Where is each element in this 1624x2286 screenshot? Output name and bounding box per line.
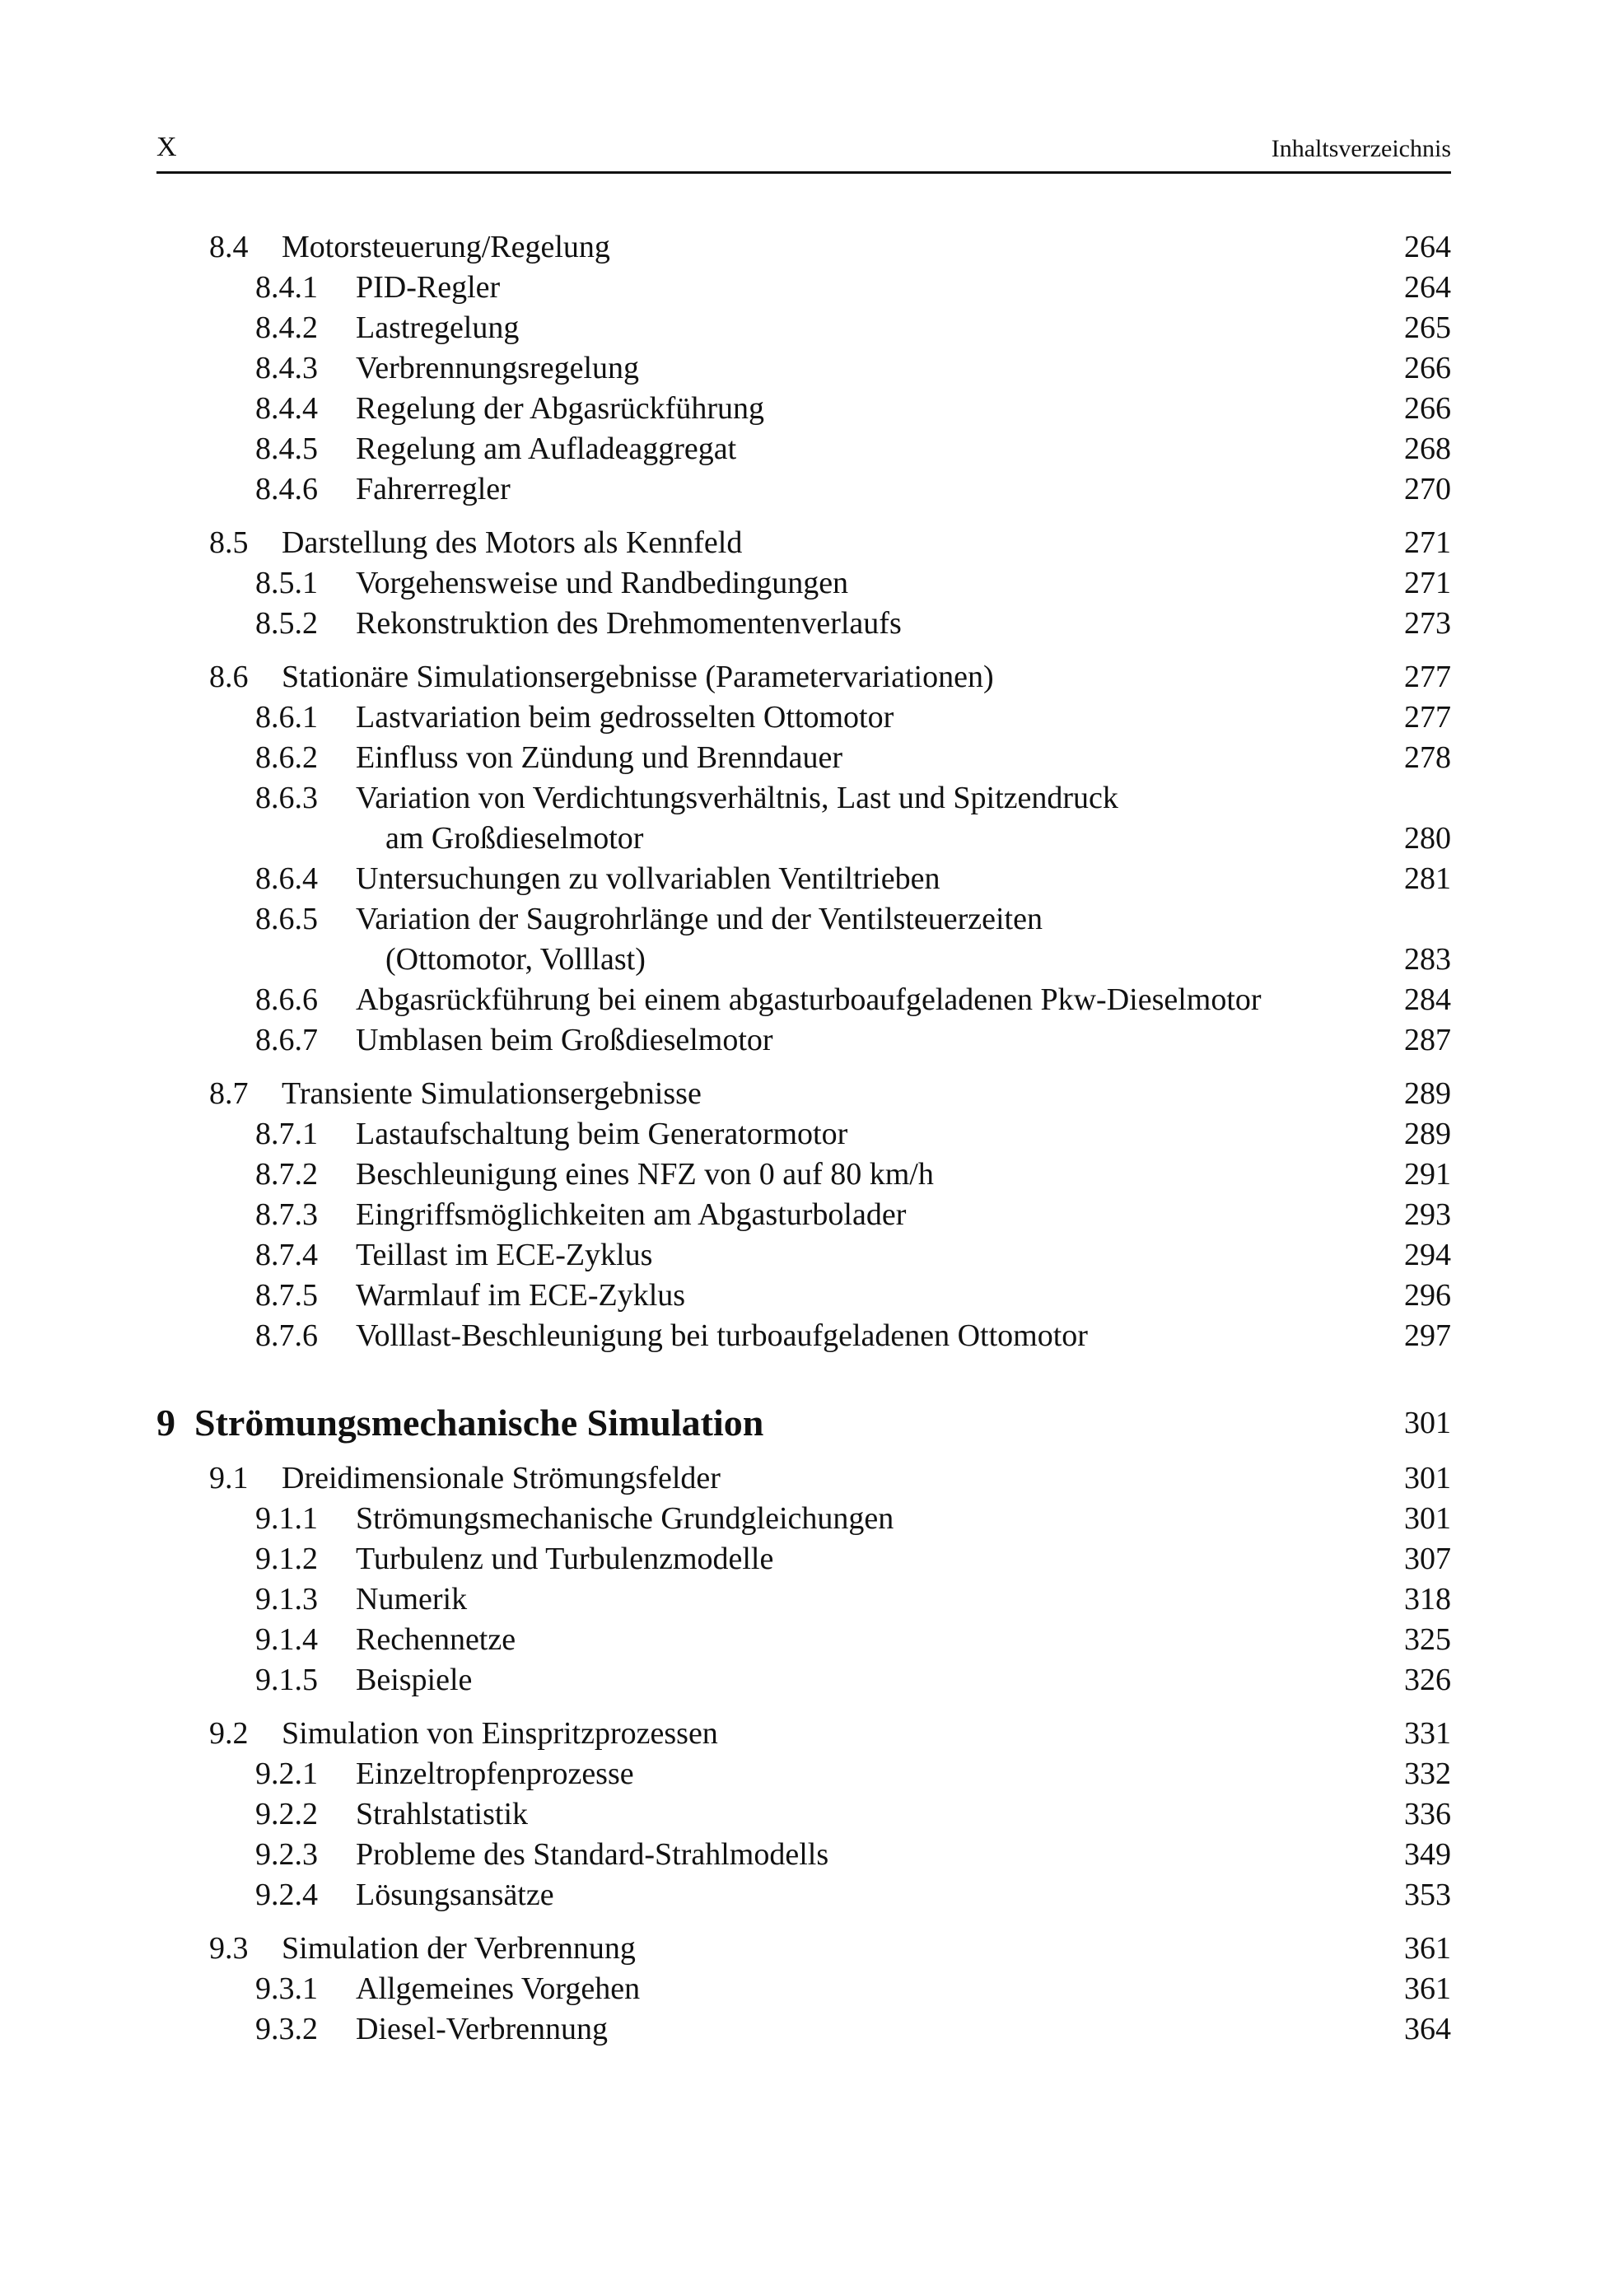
toc-entry-number: 9.1 xyxy=(209,1461,249,1495)
toc-entry-title: Strömungsmechanische Grundgleichungen xyxy=(356,1501,894,1536)
toc-entry[interactable] xyxy=(156,1875,1451,1915)
toc-entry-title: Abgasrückführung bei einem abgasturboaufgeladenen Pkw-Dieselmotor xyxy=(356,982,1262,1017)
running-title: Inhaltsverzeichnis xyxy=(1271,135,1451,162)
toc-entry[interactable] xyxy=(156,348,1451,389)
toc-entry[interactable] xyxy=(156,940,1451,980)
toc-entry-number: 8.6.3 xyxy=(255,781,318,815)
toc-entry[interactable] xyxy=(156,429,1451,469)
toc-entry-page: 301 xyxy=(1404,1461,1451,1495)
toc-entry-title: (Ottomotor, Volllast) xyxy=(385,942,646,977)
toc-entry[interactable] xyxy=(156,899,1451,940)
toc-entry-page: 268 xyxy=(1404,432,1451,466)
toc-entry-page: 266 xyxy=(1404,351,1451,385)
header-rule xyxy=(156,171,1451,174)
toc-entry-page: 361 xyxy=(1404,1931,1451,1966)
toc-entry-number: 9.2.1 xyxy=(255,1756,318,1791)
toc-entry-page: 349 xyxy=(1404,1837,1451,1872)
toc-entry-page: 336 xyxy=(1404,1797,1451,1831)
toc-entry[interactable] xyxy=(156,523,1451,563)
toc-entry-number: 9.1.1 xyxy=(255,1501,318,1536)
toc-entry-page: 287 xyxy=(1404,1023,1451,1057)
toc-entry[interactable] xyxy=(156,1794,1451,1835)
toc-entry[interactable] xyxy=(156,1074,1451,1114)
toc-entry-title: Teillast im ECE-Zyklus xyxy=(356,1238,653,1272)
toc-entry-title: Variation von Verdichtungsverhältnis, Last und Spitzendruck xyxy=(356,781,1118,815)
toc-entry-page: 332 xyxy=(1404,1756,1451,1791)
toc-entry-number: 8.6.2 xyxy=(255,740,318,775)
toc-entry[interactable] xyxy=(156,2009,1451,2050)
toc-entry-number: 8.4.2 xyxy=(255,310,318,345)
toc-entry[interactable] xyxy=(156,1458,1451,1499)
toc-entry-title: Vorgehensweise und Randbedingungen xyxy=(356,566,849,600)
toc-entry-page: 297 xyxy=(1404,1318,1451,1353)
toc-entry[interactable] xyxy=(156,1714,1451,1754)
toc-entry-page: 278 xyxy=(1404,740,1451,775)
toc-entry-number: 9.2.4 xyxy=(255,1878,318,1912)
toc-entry-title: Transiente Simulationsergebnisse xyxy=(282,1076,702,1111)
toc-entry-page: 280 xyxy=(1404,821,1451,856)
toc-entry-title: Lastaufschaltung beim Generatormotor xyxy=(356,1117,848,1151)
toc-entry-title: Simulation von Einspritzprozessen xyxy=(282,1716,718,1751)
toc-entry-page: 283 xyxy=(1404,942,1451,977)
running-header xyxy=(156,132,1451,170)
toc-entry-title: Volllast-Beschleunigung bei turboaufgeladenen Ottomotor xyxy=(356,1318,1088,1353)
toc-entry-title: PID-Regler xyxy=(356,270,501,305)
toc-entry[interactable] xyxy=(156,697,1451,738)
toc-entry-title: Turbulenz und Turbulenzmodelle xyxy=(356,1542,774,1576)
toc-entry-title: Simulation der Verbrennung xyxy=(282,1931,636,1966)
toc-entry-page: 264 xyxy=(1404,270,1451,305)
toc-entry[interactable] xyxy=(156,227,1451,268)
toc-entry-page: 364 xyxy=(1404,2012,1451,2046)
toc-entry-number: 8.4.3 xyxy=(255,351,318,385)
toc-entry-page: 301 xyxy=(1404,1406,1451,1440)
toc-entry-page: 361 xyxy=(1404,1971,1451,2006)
toc-chapter-entry[interactable] xyxy=(156,1396,1451,1450)
toc-entry-page: 277 xyxy=(1404,660,1451,694)
toc-entry-number: 8.6 xyxy=(209,660,249,694)
toc-entry-title: Lösungsansätze xyxy=(356,1878,554,1912)
page-number: X xyxy=(156,132,177,162)
toc-entry-title: Allgemeines Vorgehen xyxy=(356,1971,641,2006)
toc-entry-title: Motorsteuerung/Regelung xyxy=(282,230,610,264)
toc-entry-page: 270 xyxy=(1404,472,1451,506)
toc-entry[interactable] xyxy=(156,1539,1451,1579)
toc-entry-title: Beispiele xyxy=(356,1663,473,1697)
toc-entry[interactable] xyxy=(156,1969,1451,2009)
toc-entry-number: 8.4.4 xyxy=(255,391,318,426)
toc-entry-title: Lastregelung xyxy=(356,310,520,345)
toc-entry-title: Untersuchungen zu vollvariablen Ventiltrieben xyxy=(356,861,940,896)
toc-entry-number: 8.6.7 xyxy=(255,1023,318,1057)
toc-entry-title: Eingriffsmöglichkeiten am Abgasturbolader xyxy=(356,1197,907,1232)
toc-entry-title: Lastvariation beim gedrosselten Ottomotor xyxy=(356,700,894,735)
toc-entry-page: 293 xyxy=(1404,1197,1451,1232)
toc-entry-title: Stationäre Simulationsergebnisse (Parametervariationen) xyxy=(282,660,994,694)
toc-entry-title: Regelung der Abgasrückführung xyxy=(356,391,764,426)
toc-entry-number: 8.5 xyxy=(209,525,249,560)
toc-entry-page: 325 xyxy=(1404,1622,1451,1657)
toc-entry-number: 9.2.3 xyxy=(255,1837,318,1872)
toc-entry-number: 8.6.1 xyxy=(255,700,318,735)
toc-entry-page: 291 xyxy=(1404,1157,1451,1192)
toc-entry[interactable] xyxy=(156,469,1451,510)
toc-entry-number: 9 xyxy=(156,1402,175,1444)
toc-entry[interactable] xyxy=(156,308,1451,348)
toc-entry-number: 8.6.5 xyxy=(255,902,318,936)
toc-entry-page: 281 xyxy=(1404,861,1451,896)
toc-entry[interactable] xyxy=(156,1835,1451,1875)
toc-entry[interactable] xyxy=(156,778,1451,819)
toc-entry-title: Fahrerregler xyxy=(356,472,511,506)
toc-entry[interactable] xyxy=(156,1754,1451,1794)
toc-entry-number: 8.4.5 xyxy=(255,432,318,466)
toc-entry-number: 9.2.2 xyxy=(255,1797,318,1831)
toc-entry-page: 307 xyxy=(1404,1542,1451,1576)
toc-entry-number: 8.5.2 xyxy=(255,606,318,641)
toc-entry-number: 9.1.3 xyxy=(255,1582,318,1617)
toc-entry-title: Probleme des Standard-Strahlmodells xyxy=(356,1837,829,1872)
toc-entry-number: 9.3.1 xyxy=(255,1971,318,2006)
toc-entry-page: 289 xyxy=(1404,1076,1451,1111)
toc-entry-number: 8.5.1 xyxy=(255,566,318,600)
toc-entry-title: Einzeltropfenprozesse xyxy=(356,1756,634,1791)
toc-entry-page: 331 xyxy=(1404,1716,1451,1751)
toc-entry-page: 284 xyxy=(1404,982,1451,1017)
toc-entry-title: Numerik xyxy=(356,1582,468,1617)
toc-entry-number: 8.7.2 xyxy=(255,1157,318,1192)
toc-entry-page: 264 xyxy=(1404,230,1451,264)
toc-entry[interactable] xyxy=(156,859,1451,899)
toc-entry[interactable] xyxy=(156,1235,1451,1276)
toc-entry-title: Diesel-Verbrennung xyxy=(356,2012,609,2046)
toc-entry-title: Umblasen beim Großdieselmotor xyxy=(356,1023,773,1057)
toc-entry[interactable] xyxy=(156,1316,1451,1356)
table-of-contents xyxy=(156,227,1451,2050)
toc-entry-number: 8.7.3 xyxy=(255,1197,318,1232)
toc-entry-number: 9.1.2 xyxy=(255,1542,318,1576)
toc-entry-page: 296 xyxy=(1404,1278,1451,1313)
toc-entry-page: 265 xyxy=(1404,310,1451,345)
toc-entry[interactable] xyxy=(156,389,1451,429)
toc-entry-number: 8.7.1 xyxy=(255,1117,318,1151)
toc-entry-number: 8.7 xyxy=(209,1076,249,1111)
toc-entry-title: Variation der Saugrohrlänge und der Ventilsteuerzeiten xyxy=(356,902,1043,936)
toc-entry-title: Warmlauf im ECE-Zyklus xyxy=(356,1278,686,1313)
toc-entry-page: 353 xyxy=(1404,1878,1451,1912)
toc-entry[interactable] xyxy=(156,563,1451,604)
toc-entry[interactable] xyxy=(156,1579,1451,1620)
toc-entry-number: 8.4.1 xyxy=(255,270,318,305)
toc-entry-page: 273 xyxy=(1404,606,1451,641)
toc-entry-title: Einfluss von Zündung und Brenndauer xyxy=(356,740,843,775)
toc-entry-page: 271 xyxy=(1404,525,1451,560)
toc-entry-number: 8.4 xyxy=(209,230,249,264)
toc-entry-title: Dreidimensionale Strömungsfelder xyxy=(282,1461,721,1495)
toc-entry-number: 8.6.6 xyxy=(255,982,318,1017)
toc-entry-number: 8.4.6 xyxy=(255,472,318,506)
toc-entry-title: am Großdieselmotor xyxy=(385,821,644,856)
toc-entry[interactable] xyxy=(156,819,1451,859)
toc-entry-page: 271 xyxy=(1404,566,1451,600)
toc-entry-number: 8.7.4 xyxy=(255,1238,318,1272)
toc-entry-title: Rechennetze xyxy=(356,1622,516,1657)
toc-entry[interactable] xyxy=(156,657,1451,697)
toc-entry[interactable] xyxy=(156,738,1451,778)
toc-entry-number: 8.7.6 xyxy=(255,1318,318,1353)
toc-entry[interactable] xyxy=(156,1276,1451,1316)
toc-entry-page: 318 xyxy=(1404,1582,1451,1617)
toc-entry[interactable] xyxy=(156,1929,1451,1969)
toc-entry[interactable] xyxy=(156,1620,1451,1660)
toc-entry[interactable] xyxy=(156,1660,1451,1701)
toc-entry-title: Darstellung des Motors als Kennfeld xyxy=(282,525,743,560)
toc-entry-title: Strömungsmechanische Simulation xyxy=(194,1402,764,1444)
toc-entry[interactable] xyxy=(156,1499,1451,1539)
toc-entry-page: 266 xyxy=(1404,391,1451,426)
toc-entry-page: 277 xyxy=(1404,700,1451,735)
toc-entry-number: 8.7.5 xyxy=(255,1278,318,1313)
toc-entry[interactable] xyxy=(156,268,1451,308)
toc-entry-title: Verbrennungsregelung xyxy=(356,351,640,385)
toc-entry-page: 301 xyxy=(1404,1501,1451,1536)
toc-entry[interactable] xyxy=(156,1155,1451,1195)
toc-entry-number: 9.1.5 xyxy=(255,1663,318,1697)
toc-entry[interactable] xyxy=(156,1114,1451,1155)
toc-entry[interactable] xyxy=(156,604,1451,644)
toc-entry[interactable] xyxy=(156,1195,1451,1235)
toc-entry[interactable] xyxy=(156,980,1451,1020)
toc-entry-number: 9.2 xyxy=(209,1716,249,1751)
toc-entry-number: 9.3.2 xyxy=(255,2012,318,2046)
toc-entry-title: Strahlstatistik xyxy=(356,1797,528,1831)
toc-entry-title: Beschleunigung eines NFZ von 0 auf 80 km/h xyxy=(356,1157,934,1192)
toc-entry[interactable] xyxy=(156,1020,1451,1061)
toc-entry-title: Rekonstruktion des Drehmomentenverlaufs xyxy=(356,606,902,641)
toc-entry-page: 326 xyxy=(1404,1663,1451,1697)
toc-entry-number: 9.1.4 xyxy=(255,1622,318,1657)
toc-entry-number: 8.6.4 xyxy=(255,861,318,896)
toc-entry-title: Regelung am Aufladeaggregat xyxy=(356,432,737,466)
toc-entry-page: 289 xyxy=(1404,1117,1451,1151)
toc-entry-page: 294 xyxy=(1404,1238,1451,1272)
toc-entry-number: 9.3 xyxy=(209,1931,249,1966)
